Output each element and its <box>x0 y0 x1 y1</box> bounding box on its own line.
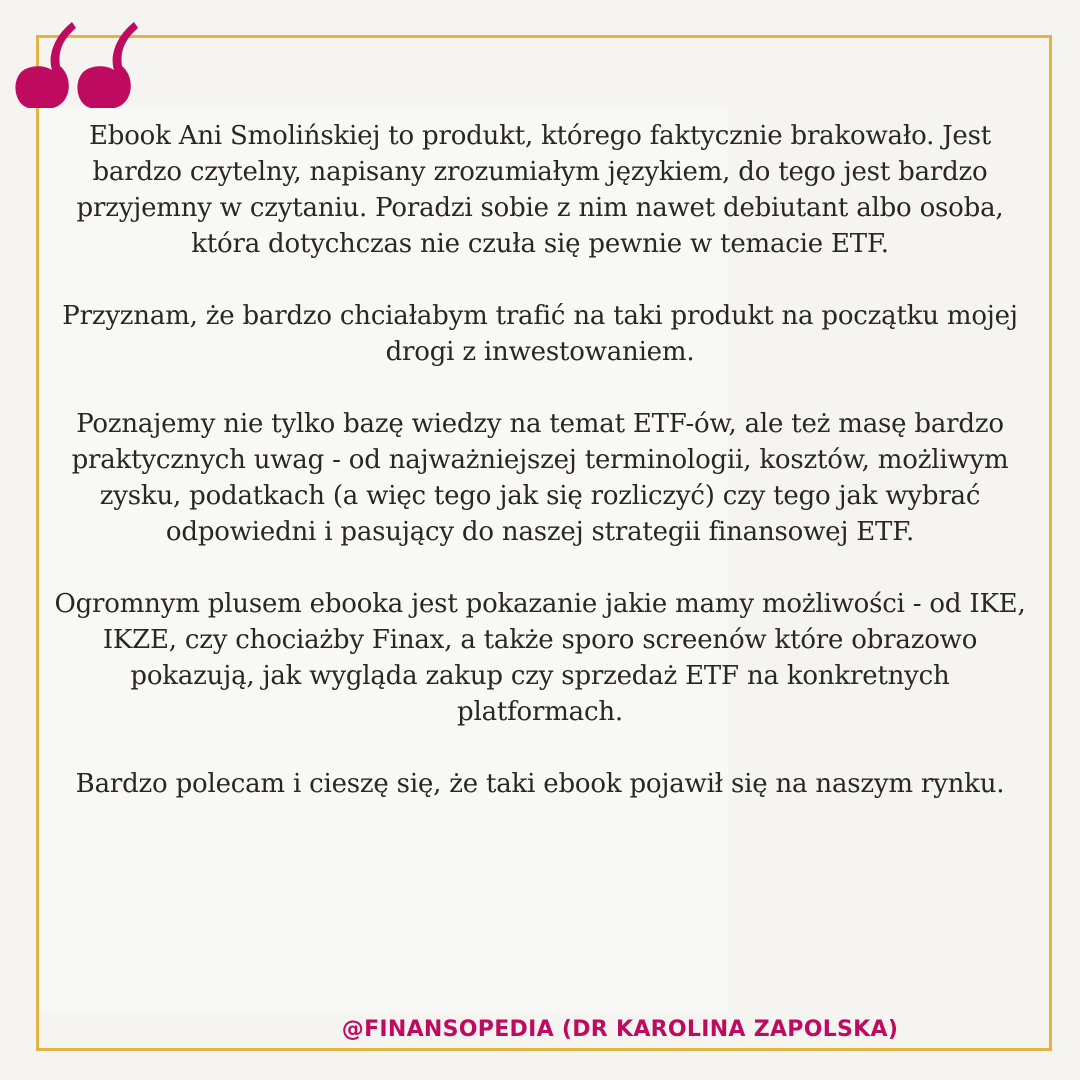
paragraph-3: Poznajemy nie tylko bazę wiedzy na temat ETF-ów, ale też masę bardzo praktycznych uwag - od najważniejszej terminologii, kosztów, możliwym zysku, podatkach (a więc tego jak się rozliczyć) czy tego jak wybrać odpowiedni i pasujący do naszej strategii finansowej ETF. <box>71 409 1009 547</box>
paragraph-5: Bardzo polecam i cieszę się, że taki ebook pojawił się na naszym rynku. <box>75 769 1005 799</box>
opening-quote-icon <box>14 18 138 108</box>
author-attribution: @FINANSOPEDIA (DR KAROLINA ZAPOLSKA) <box>341 1017 899 1042</box>
paragraph-2: Przyznam, że bardzo chciałabym trafić na taki produkt na początku mojej drogi z inwestowaniem. <box>62 301 1018 367</box>
paragraph-1: Ebook Ani Smolińskiej to produkt, którego faktycznie brakowało. Jest bardzo czytelny, napisany zrozumiałym językiem, do tego jest bardzo przyjemny w czytaniu. Poradzi sobie z nim nawet debiutant albo osoba, która dotychczas nie czuła się pewnie w temacie ETF. <box>76 121 1004 259</box>
testimonial-body <box>50 118 1030 838</box>
paragraph-4: Ogromnym plusem ebooka jest pokazanie jakie mamy możliwości - od IKE, IKZE, czy chociażby Finax, a także sporo screenów które obrazowo pokazują, jak wygląda zakup czy sprzedaż ETF na konkretnych platformach. <box>54 589 1026 727</box>
